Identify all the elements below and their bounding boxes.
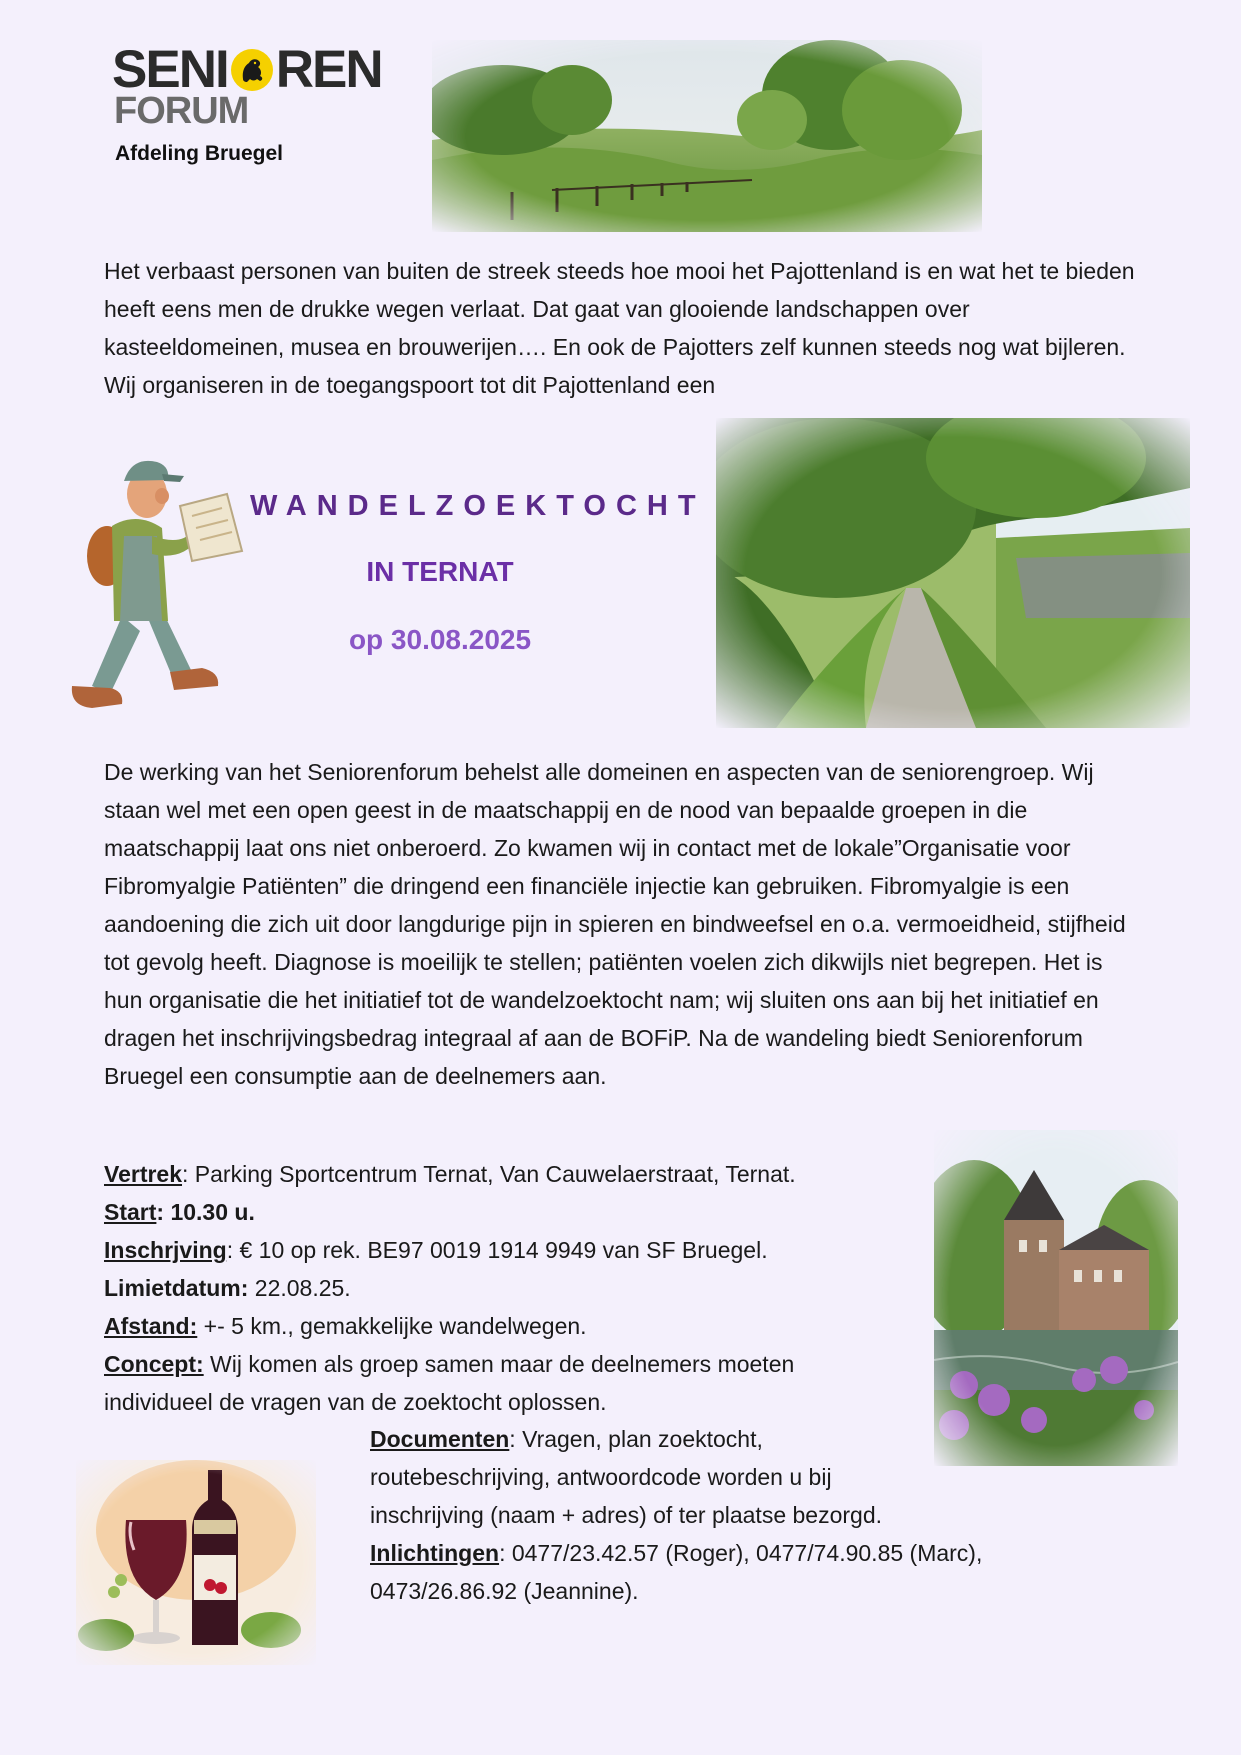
start-label: Start (104, 1199, 157, 1225)
inschrijving-label: Inschrjving (104, 1237, 227, 1263)
event-title: WANDELZOEKTOCHT (250, 490, 706, 522)
inlichtingen-value-1: : 0477/23.42.57 (Roger), 0477/74.90.85 (Marc), (499, 1540, 983, 1566)
castle-photo (934, 1130, 1178, 1466)
event-location: IN TERNAT (366, 556, 514, 587)
logo (112, 40, 402, 174)
detail-inschrijving (104, 1231, 796, 1269)
inlichtingen-label: Inlichtingen (370, 1540, 500, 1566)
event-details (104, 1155, 796, 1421)
inschrijving-value: : € 10 op rek. BE97 0019 1914 9949 van SF Bruegel. (226, 1237, 768, 1263)
detail-limietdatum (104, 1269, 796, 1307)
country-lane-photo (716, 418, 1190, 728)
logo-forum-text: FORUM (114, 90, 249, 132)
concept-value-1: Wij komen als groep samen maar de deelnemers moeten (203, 1351, 795, 1377)
detail-afstand (104, 1307, 796, 1345)
beer-glass-bottle-illustration (76, 1460, 316, 1665)
logo-text-part2: REN (275, 40, 382, 99)
department-name: Afdeling Bruegel (115, 142, 284, 165)
event-date: op 30.08.2025 (348, 624, 532, 655)
logo-text-part1: SENI (112, 40, 228, 99)
vertrek-value: : Parking Sportcentrum Ternat, Van Cauwelaerstraat, Ternat. (182, 1161, 796, 1187)
lion-emblem-icon (230, 48, 274, 92)
concept-label: Concept: (104, 1351, 204, 1377)
intro-paragraph: Het verbaast personen van buiten de streek steeds hoe mooi het Pajottenland is en wat het te bieden heeft eens men de drukke wegen verlaat. Dat gaat van glooiende landschappen over kasteeldomeinen, musea en brouwerijen…. En ook de Pajotters zelf kunnen steeds nog wat bijleren. Wij organiseren in de toegangspoort tot dit Pajottenland een (104, 258, 1135, 398)
limiet-label: Limietdatum: (104, 1275, 249, 1301)
vertrek-label: Vertrek (104, 1161, 183, 1187)
body-paragraph: De werking van het Seniorenforum behelst alle domeinen en aspecten van de seniorengroep. Wij staan wel met een open geest in de maatschappij en de nood van bepaalde groepen in die maatschappij laat ons niet onberoerd. Zo kwamen wij in contact met de lokale”Organisatie voor Fibromyalgie Patiënten” die dringend een financiële injectie kan gebruiken. Fibromyalgie is een aandoening die zich uit door langdurige pijn in spieren en bindweefsel en o.a. vermoeidheid, stijfheid tot gevolg heeft. Diagnose is moeilijk te stellen; patiënten voelen zich dikwijls niet begrepen. Het is hun organisatie die het initiatief tot de wandelzoektocht nam; wij sluiten ons aan bij het initiatief en dragen het inschrijvingsbedrag integraal af aan de BOFiP. Na de wandeling biedt Seniorenforum Bruegel een consumptie aan de deelnemers aan. (104, 759, 1126, 1089)
detail-inlichtingen (370, 1534, 1070, 1572)
afstand-value: +- 5 km., gemakkelijke wandelwegen. (197, 1313, 587, 1339)
detail-vertrek (104, 1155, 796, 1193)
logo-wordmark (112, 40, 382, 99)
documenten-value-3: inschrijving (naam + adres) of ter plaatse bezorgd. (370, 1502, 883, 1528)
documenten-value-2: routebeschrijving, antwoordcode worden u bij (370, 1464, 832, 1490)
inlichtingen-value-2: 0473/26.86.92 (Jeannine). (370, 1578, 639, 1604)
landscape-photo (432, 40, 982, 232)
afstand-label: Afstand: (104, 1313, 198, 1339)
concept-value-2: individueel de vragen van de zoektocht oplossen. (104, 1389, 607, 1415)
documenten-label: Documenten (370, 1426, 510, 1452)
limiet-value: 22.08.25. (248, 1275, 351, 1301)
documenten-value-1: : Vragen, plan zoektocht, (509, 1426, 763, 1452)
detail-concept (104, 1345, 796, 1383)
hiker-illustration (52, 436, 252, 726)
detail-start (104, 1193, 796, 1231)
start-value: : 10.30 u. (156, 1199, 255, 1225)
